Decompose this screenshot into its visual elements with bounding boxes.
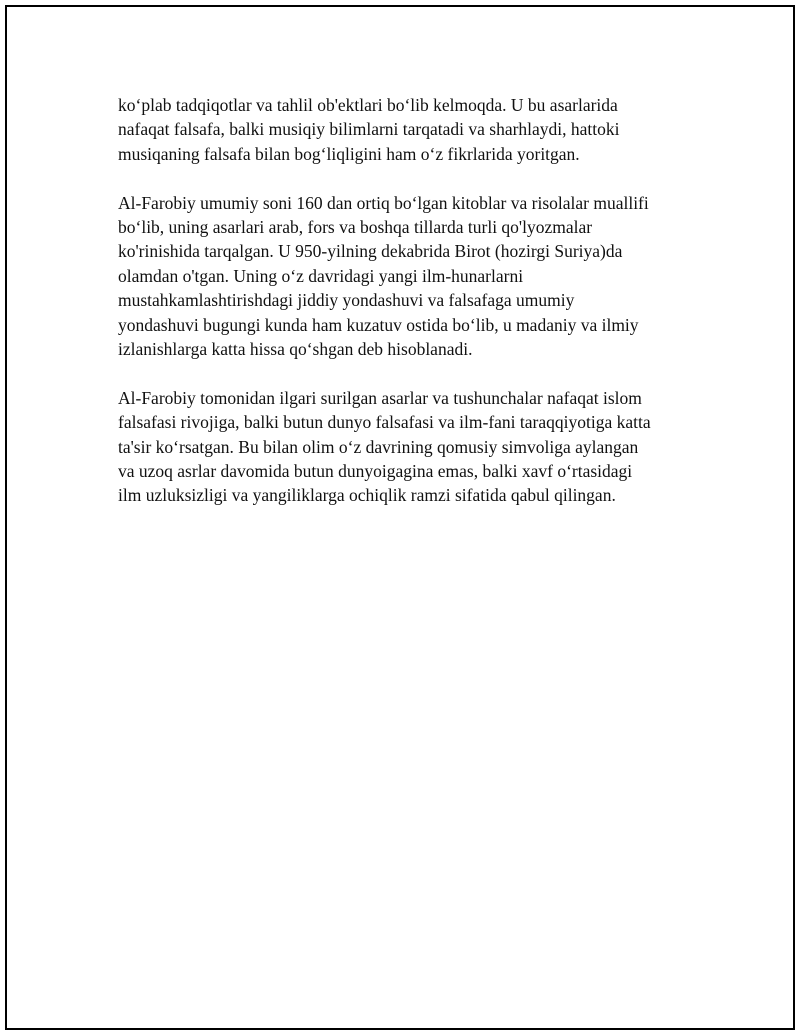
text-line: yondashuvi bugungi kunda ham kuzatuv ostida boʻlib, u madaniy va ilmiy [118,314,639,335]
text-line: ilm uzluksizligi va yangiliklarga ochiqlik ramzi sifatida qabul qilingan. [118,485,616,506]
text-line: ta'sir koʻrsatgan. Bu bilan olim oʻz davrining qomusiy simvoliga aylangan [118,436,639,457]
paragraph-1 [118,93,698,166]
text-line: falsafasi rivojiga, balki butun dunyo falsafasi va ilm-fani taraqqiyotiga katta [118,412,651,433]
paragraph-2 [118,191,698,362]
paragraph-3 [118,386,698,508]
text-line: koʻplab tadqiqotlar va tahlil ob'ektlari boʻlib kelmoqda. U bu asarlarida [118,95,618,115]
text-line: ko'rinishida tarqalgan. U 950-yilning dekabrida Birot (hozirgi Suriya)da [118,241,623,262]
text-line: boʻlib, uning asarlari arab, fors va boshqa tillarda turli qo'lyozmalar [118,217,593,238]
text-line: nafaqat falsafa, balki musiqiy bilimlarni tarqatadi va sharhlaydi, hattoki [118,119,620,140]
text-line: izlanishlarga katta hissa qoʻshgan deb hisoblanadi. [118,339,473,360]
document-body [118,93,698,532]
document-page [5,5,795,1030]
text-line: Al-Farobiy umumiy soni 160 dan ortiq boʻlgan kitoblar va risolalar muallifi [118,192,649,213]
text-line: musiqaning falsafa bilan bogʻliqligini ham oʻz fikrlarida yoritgan. [118,143,580,164]
text-line: olamdan o'tgan. Uning oʻz davridagi yangi ilm-hunarlarni [118,265,524,286]
text-line: mustahkamlashtirishdagi jiddiy yondashuvi va falsafaga umumiy [118,290,575,311]
text-line: Al-Farobiy tomonidan ilgari surilgan asarlar va tushunchalar nafaqat islom [118,387,642,408]
text-line: va uzoq asrlar davomida butun dunyoigagina emas, balki xavf oʻrtasidagi [118,461,633,482]
